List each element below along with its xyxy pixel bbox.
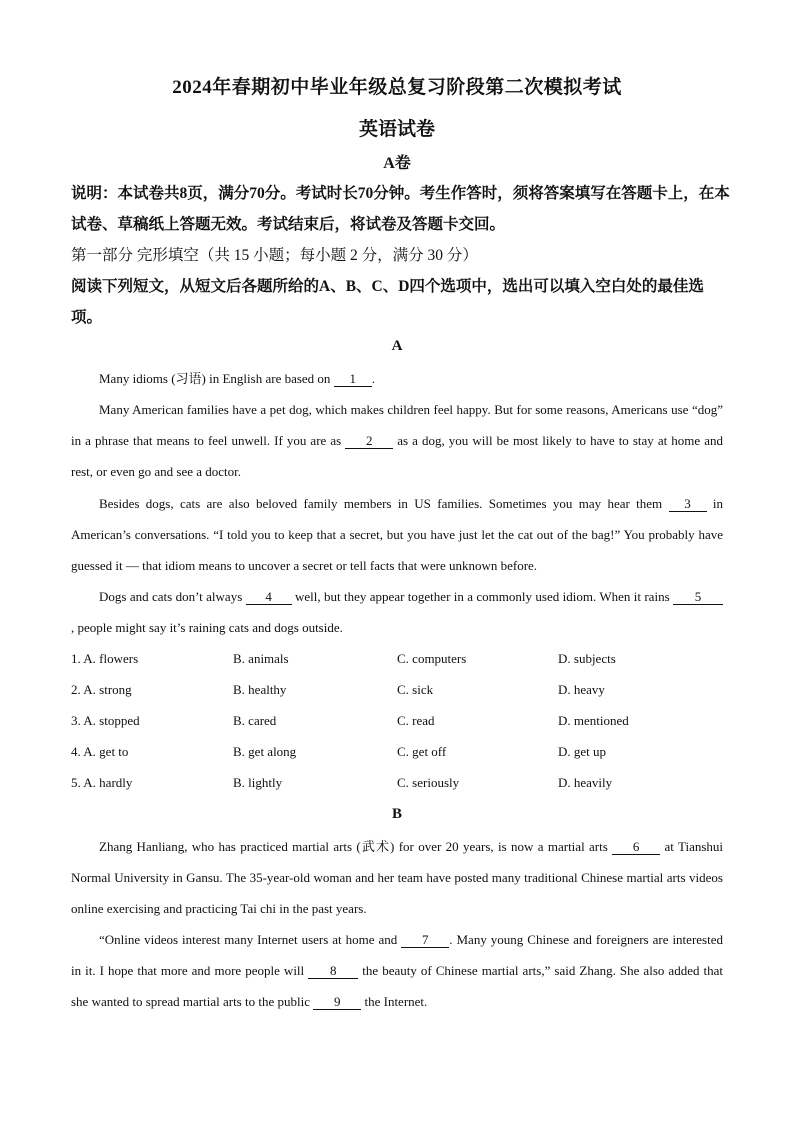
blank-9: 9 xyxy=(313,994,361,1010)
part-one-heading: 第一部分 完形填空（共 15 小题；每小题 2 分，满分 30 分） xyxy=(71,247,478,264)
option: B. get along xyxy=(233,744,297,759)
option: D. get up xyxy=(558,744,607,759)
option: 4. A. get to xyxy=(71,744,129,759)
blank-1: 1 xyxy=(334,371,372,387)
text: Besides dogs, cats are also beloved family members in US families. Sometimes you may hear them xyxy=(99,496,669,511)
option: C. sick xyxy=(397,682,434,697)
blank-2: 2 xyxy=(345,433,393,449)
text: Zhang Hanliang, who has practiced martial arts (武术) for over 20 years, is now a martial arts xyxy=(99,839,613,854)
option: D. heavily xyxy=(558,775,613,790)
blank-8: 8 xyxy=(308,963,358,979)
blank-7: 7 xyxy=(401,932,449,948)
instructions: 阅读下列短文，从短文后各题所给的A、B、C、D四个选项中，选出可以填入空白处的最佳选项。 xyxy=(71,278,704,326)
text: at Tianshui Normal University in Gansu. The 35-year-old woman and her team have posted many traditional Chinese martial arts videos online exercising and practicing Tai chi in the past years. xyxy=(71,839,724,916)
option: 2. A. strong xyxy=(71,682,132,697)
section-b-heading: B xyxy=(391,806,402,822)
option: D. subjects xyxy=(558,651,616,666)
option: C. seriously xyxy=(397,775,460,790)
text: , people might say it’s raining cats and dogs outside. xyxy=(71,620,343,635)
option: B. lightly xyxy=(233,775,283,790)
text: Many American families have a pet dog, which makes children feel happy. But for some reasons, Americans use “dog” in a phrase that means to feel unwell. If you are as xyxy=(71,402,723,448)
text: “Online videos interest many Internet users at home and xyxy=(99,932,402,947)
option: C. read xyxy=(397,713,435,728)
option: 3. A. stopped xyxy=(71,713,140,728)
option: D. mentioned xyxy=(558,713,629,728)
passage-a-paragraph-4 xyxy=(71,581,723,643)
exam-title: 2024年春期初中毕业年级总复习阶段第二次模拟考试 xyxy=(172,77,622,98)
exam-description: 说明：本试卷共8页，满分70分。考试时长70分钟。考生作答时，须将答案填写在答题卡上，在本试卷、草稿纸上答题无效。考试结束后，将试卷及答题卡交回。 xyxy=(71,185,730,233)
blank-5: 5 xyxy=(673,589,723,605)
option-row-3 xyxy=(71,705,731,736)
option: B. cared xyxy=(233,713,277,728)
passage-a-paragraph-2 xyxy=(71,394,723,487)
text: as a dog, you will be most likely to have to stay at home and rest, or even go and see a doctor. xyxy=(71,433,723,479)
passage-a-paragraph-1 xyxy=(71,363,723,394)
option-row-5 xyxy=(71,767,731,798)
option: B. animals xyxy=(233,651,289,666)
blank-6: 6 xyxy=(612,839,660,855)
option-row-1 xyxy=(71,643,731,674)
passage-a-paragraph-3 xyxy=(71,488,723,581)
paper-label: A卷 xyxy=(383,155,411,172)
option: C. get off xyxy=(397,744,447,759)
option: 5. A. hardly xyxy=(71,775,133,790)
text: well, but they appear together in a commonly used idiom. When it rains xyxy=(291,589,674,604)
text: Many idioms (习语) in English are based on xyxy=(99,371,334,386)
option-row-4 xyxy=(71,736,731,767)
blank-3: 3 xyxy=(669,496,707,512)
blank-4: 4 xyxy=(246,589,292,605)
passage-b-paragraph-2 xyxy=(71,924,723,1017)
option: D. heavy xyxy=(558,682,605,697)
option: B. healthy xyxy=(233,682,287,697)
text: the beauty of Chinese martial arts,” said Zhang. She also added that she wanted to spread martial arts to the public xyxy=(71,963,724,1009)
text: Dogs and cats don’t always xyxy=(99,589,246,604)
option: 1. A. flowers xyxy=(71,651,139,666)
text: in American’s conversations. “I told you to keep that a secret, but you have just let the cat out of the bag!” You probably have guessed it — that idiom means to uncover a secret or tell facts that were unknown before. xyxy=(71,496,723,573)
text: . Many young Chinese and foreigners are interested in it. I hope that more and more people will xyxy=(71,932,723,978)
option-row-2 xyxy=(71,674,731,705)
text: . xyxy=(371,371,375,386)
subject-title: 英语试卷 xyxy=(358,119,435,140)
section-a-heading: A xyxy=(391,338,403,354)
option: C. computers xyxy=(397,651,467,666)
passage-b-paragraph-1 xyxy=(71,831,723,924)
text: the Internet. xyxy=(361,994,428,1009)
